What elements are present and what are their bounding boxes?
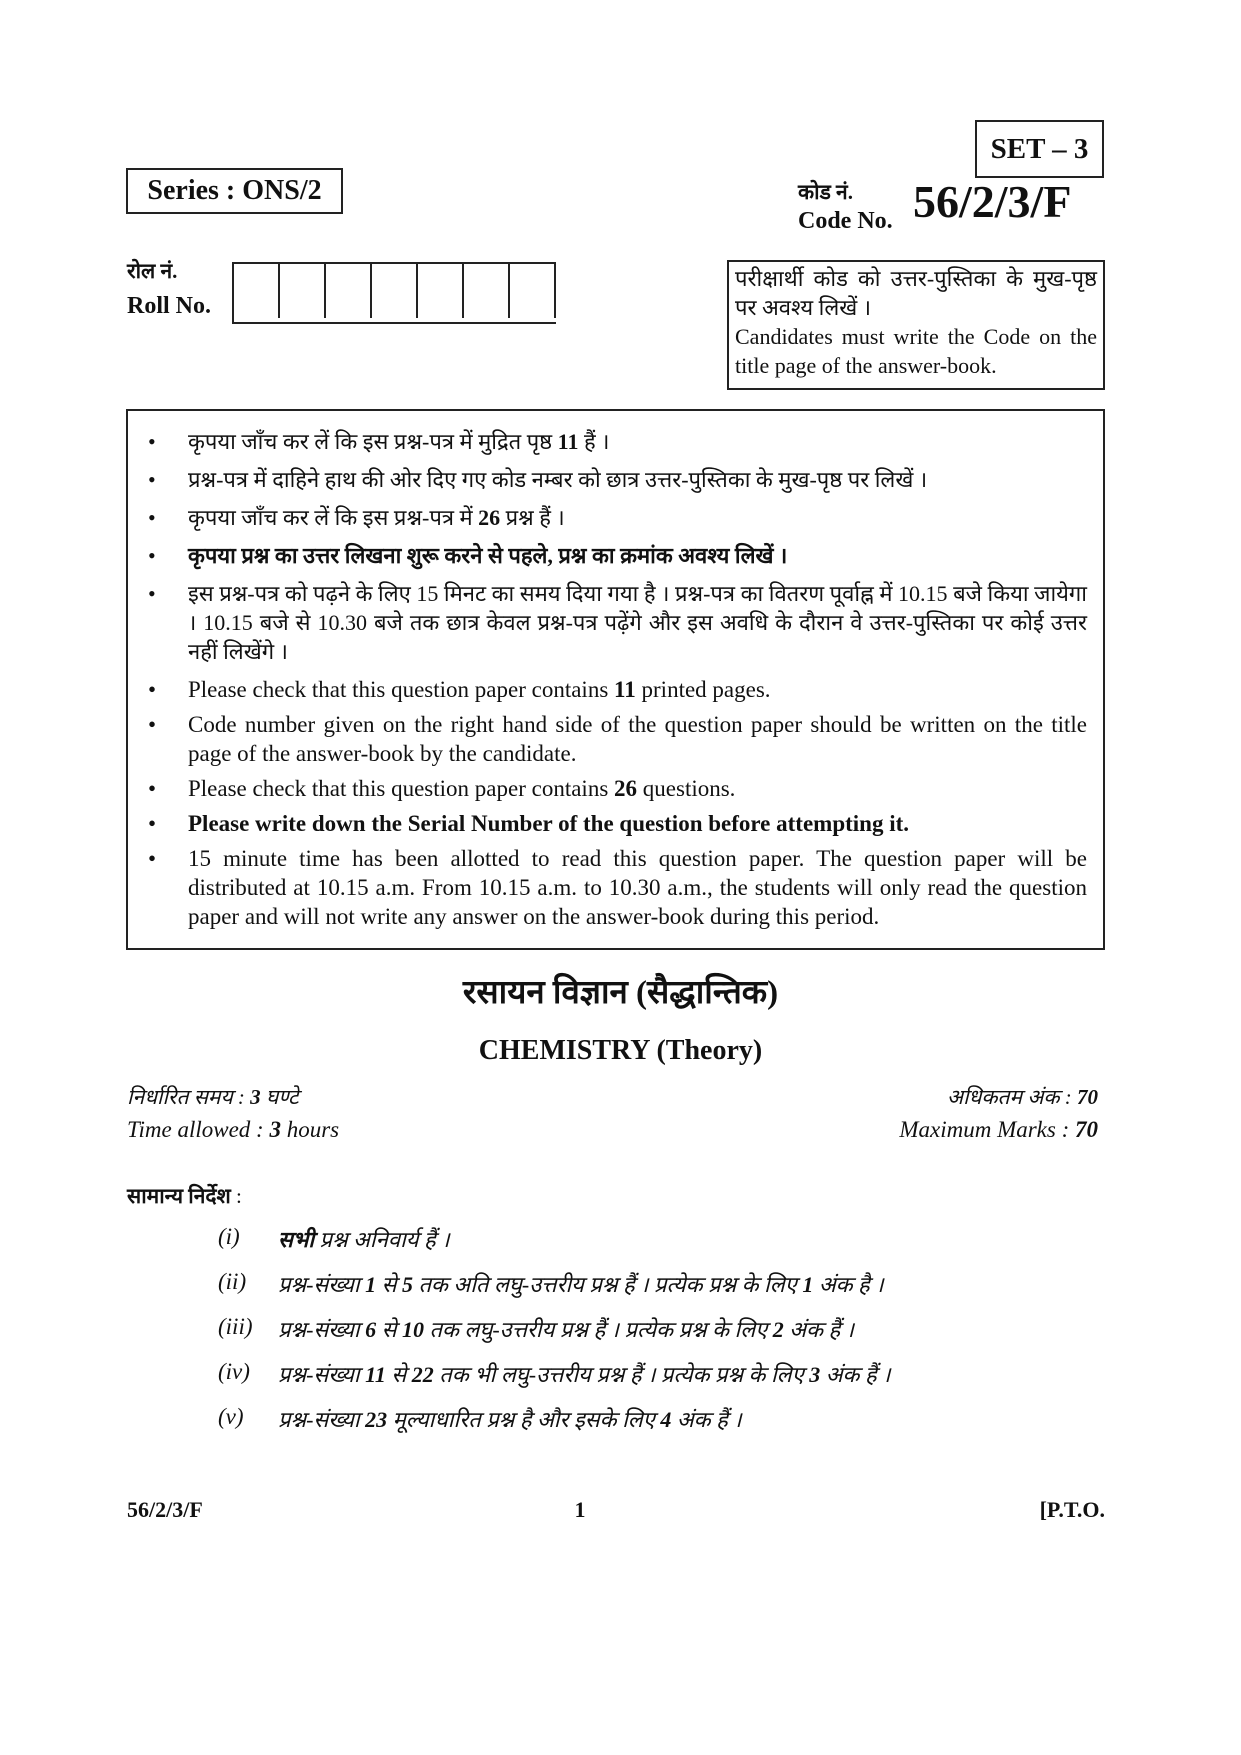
series-label: Series : ONS/2 [126, 168, 343, 214]
roll-number-box [234, 264, 280, 318]
general-instructions-heading: सामान्य निर्देश : [127, 1184, 242, 1208]
bullet-icon: • [148, 467, 156, 492]
item-text: सभी प्रश्न अनिवार्य हैं । [278, 1227, 450, 1252]
time-allowed-english: Time allowed : 3 hours [127, 1117, 340, 1142]
subject-title-hindi: रसायन विज्ञान (सैद्धान्तिक) [462, 975, 779, 1011]
item-number: (ii) [218, 1269, 247, 1294]
general-instruction-item [218, 1224, 1118, 1269]
roll-number-box [372, 264, 418, 318]
bullet-icon: • [148, 505, 156, 530]
code-number: 56/2/3/F [913, 176, 1072, 227]
instruction-item: • प्रश्न-पत्र में दाहिने हाथ की ओर दिए गए कोड नम्बर को छात्र उत्तर-पुस्तिका के मुख-पृष्ठ पर लिखें । [148, 467, 928, 492]
general-instruction-item [218, 1359, 1118, 1404]
set-label: SET – 3 [975, 120, 1104, 178]
bullet-icon: • [148, 543, 156, 568]
roll-number-boxes [232, 262, 556, 324]
item-text: प्रश्न-संख्या 11 से 22 तक भी लघु-उत्तरीय प्रश्न हैं । प्रत्येक प्रश्न के लिए 3 अंक हैं । [278, 1362, 891, 1387]
roll-number-box [418, 264, 464, 318]
roll-number-box [510, 264, 556, 318]
roll-number-box [280, 264, 326, 318]
bullet-icon: • [148, 846, 157, 871]
general-instruction-item [218, 1269, 1118, 1314]
subject-title-english: CHEMISTRY (Theory) [478, 1035, 763, 1066]
please-turn-over: [P.T.O. [1039, 1497, 1105, 1522]
code-label-hindi: कोड नं. [798, 180, 853, 204]
instruction-item: • Please check that this question paper contains 11 printed pages. [148, 677, 771, 702]
general-instructions-list [218, 1224, 1118, 1449]
maximum-marks-english: Maximum Marks : 70 [899, 1117, 1098, 1142]
time-allowed-hindi: निर्धारित समय : 3 घण्टे [127, 1085, 299, 1109]
item-number: (v) [218, 1404, 244, 1429]
item-number: (i) [218, 1224, 240, 1249]
item-number: (iv) [218, 1359, 250, 1384]
instruction-item: • कृपया प्रश्न का उत्तर लिखना शुरू करने से पहले, प्रश्न का क्रमांक अवश्य लिखें । [148, 543, 788, 568]
candidate-note-box [727, 260, 1105, 390]
item-text: प्रश्न-संख्या 6 से 10 तक लघु-उत्तरीय प्रश्न हैं । प्रत्येक प्रश्न के लिए 2 अंक हैं । [278, 1317, 855, 1342]
instruction-item: • Please check that this question paper contains 26 questions. [148, 776, 736, 801]
bullet-icon: • [148, 712, 157, 737]
general-instruction-item [218, 1314, 1118, 1359]
instruction-item: • कृपया जाँच कर लें कि इस प्रश्न-पत्र में 26 प्रश्न हैं । [148, 505, 565, 530]
candidate-note-hindi: परीक्षार्थी कोड को उत्तर-पुस्तिका के मुख-पृष्ठ पर अवश्य लिखें । [735, 266, 1097, 320]
bullet-icon: • [148, 581, 156, 606]
instruction-item: • इस प्रश्न-पत्र को पढ़ने के लिए 15 मिनट का समय दिया गया है । प्रश्न-पत्र का वितरण पूर्वाह्न में 10.15 बजे किया जायेगा । 10.15 बजे से 10.30 बजे तक छात्र केवल प्रश्न-पत्र पढ़ेंगे और इस अवधि के दौरान वे उत्तर-पुस्तिका पर कोई उत्तर नहीं लिखेंगे । [148, 581, 1087, 664]
item-number: (iii) [218, 1314, 253, 1339]
instruction-item: • Code number given on the right hand side of the question paper should be written on the title page of the answer-book by the candidate. [148, 712, 1087, 766]
item-text: प्रश्न-संख्या 23 मूल्याधारित प्रश्न है और इसके लिए 4 अंक हैं । [278, 1407, 742, 1432]
general-instruction-item [218, 1404, 1118, 1449]
roll-number-box [464, 264, 510, 318]
instruction-item: • Please write down the Serial Number of the question before attempting it. [148, 811, 910, 836]
candidate-note-english: Candidates must write the Code on the title page of the answer-book. [735, 324, 1097, 378]
page-number: 1 [574, 1497, 586, 1522]
item-text: प्रश्न-संख्या 1 से 5 तक अति लघु-उत्तरीय प्रश्न हैं । प्रत्येक प्रश्न के लिए 1 अंक है । [278, 1272, 884, 1297]
bullet-icon: • [148, 429, 156, 454]
bullet-icon: • [148, 776, 157, 801]
roll-label-hindi: रोल नं. [127, 259, 178, 283]
instructions-list [142, 427, 1087, 931]
bullet-icon: • [148, 677, 157, 702]
roll-label-english: Roll No. [127, 293, 211, 319]
bullet-icon: • [148, 811, 157, 836]
code-label-english: Code No. [798, 208, 893, 234]
maximum-marks-hindi: अधिकतम अंक : 70 [947, 1085, 1098, 1109]
roll-number-box [326, 264, 372, 318]
instruction-item: • 15 minute time has been allotted to read this question paper. The question paper will be distributed at 10.15 a.m. From 10.15 a.m. to 10.30 a.m., the students will only read the question paper and will not write any answer on the answer-book during this period. [148, 846, 1087, 929]
footer-code: 56/2/3/F [127, 1497, 203, 1522]
instructions-box [126, 409, 1105, 950]
instruction-item: • कृपया जाँच कर लें कि इस प्रश्न-पत्र में मुद्रित पृष्ठ 11 हैं । [148, 429, 610, 454]
